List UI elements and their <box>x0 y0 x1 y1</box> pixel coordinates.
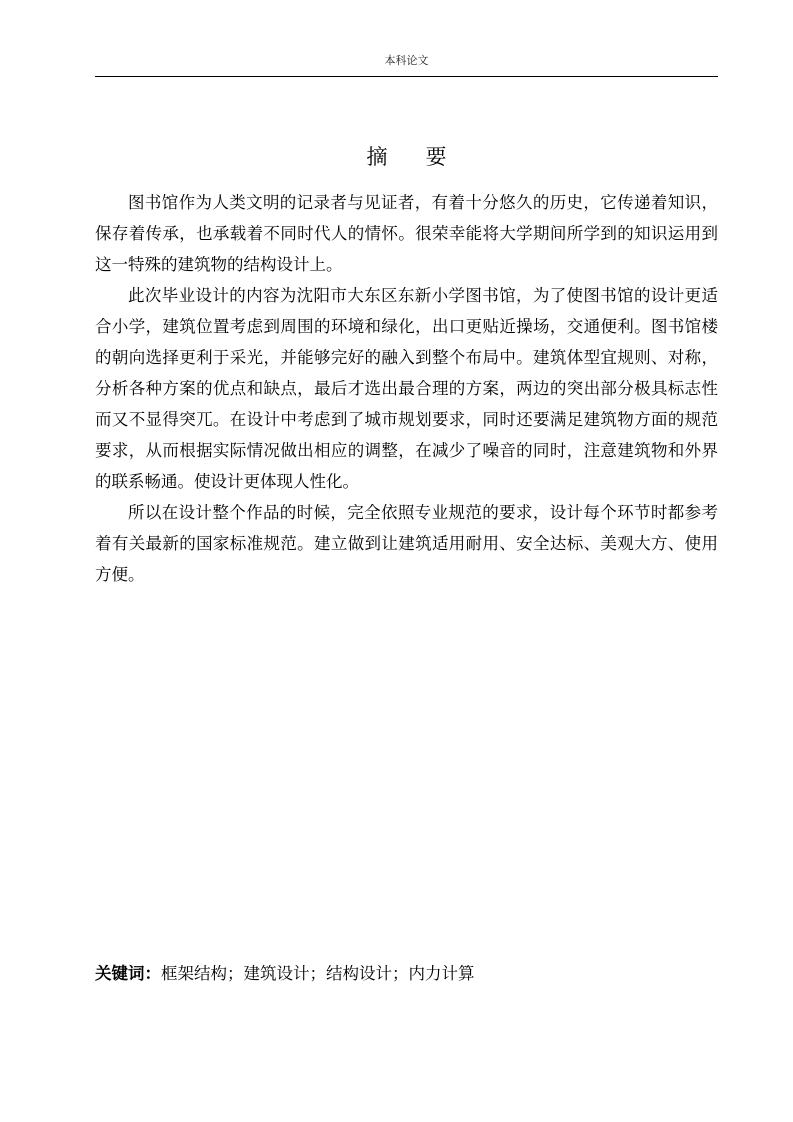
running-header: 本科论文 <box>384 54 429 67</box>
keywords-label: 关键词： <box>95 964 161 983</box>
abstract-paragraph-2: 此次毕业设计的内容为沈阳市大东区东新小学图书馆，为了使图书馆的设计更适合小学，建筑位置考虑到周围的环境和绿化，出口更贴近操场，交通便利。图书馆楼的朝向选择更利于采光，并能够完好的融入到整个布局中。建筑体型宜规则、对称，分析各种方案的优点和缺点，最后才选出最合理的方案，两边的突出部分极具标志性而又不显得突兀。在设计中考虑到了城市规划要求，同时还要满足建筑物方面的规范要求，从而根据实际情况做出相应的调整，在减少了噪音的同时，注意建筑物和外界的联系畅通。使设计更体现人性化。 <box>95 286 718 491</box>
abstract-body <box>95 187 718 590</box>
abstract-paragraph-3: 所以在设计整个作品的时候，完全依照专业规范的要求，设计每个环节时都参考着有关最新的国家标准规范。建立做到让建筑适用耐用、安全达标、美观大方、使用方便。 <box>95 503 718 584</box>
keywords-text: 框架结构；建筑设计；结构设计；内力计算 <box>161 964 475 983</box>
keywords-line <box>95 960 718 988</box>
header-divider <box>95 76 718 77</box>
abstract-paragraph-1: 图书馆作为人类文明的记录者与见证者，有着十分悠久的历史，它传递着知识，保存着传承，也承载着不同时代人的情怀。很荣幸能将大学期间所学到的知识运用到这一特殊的建筑物的结构设计上。 <box>95 193 718 274</box>
abstract-title: 摘要 <box>366 145 485 170</box>
